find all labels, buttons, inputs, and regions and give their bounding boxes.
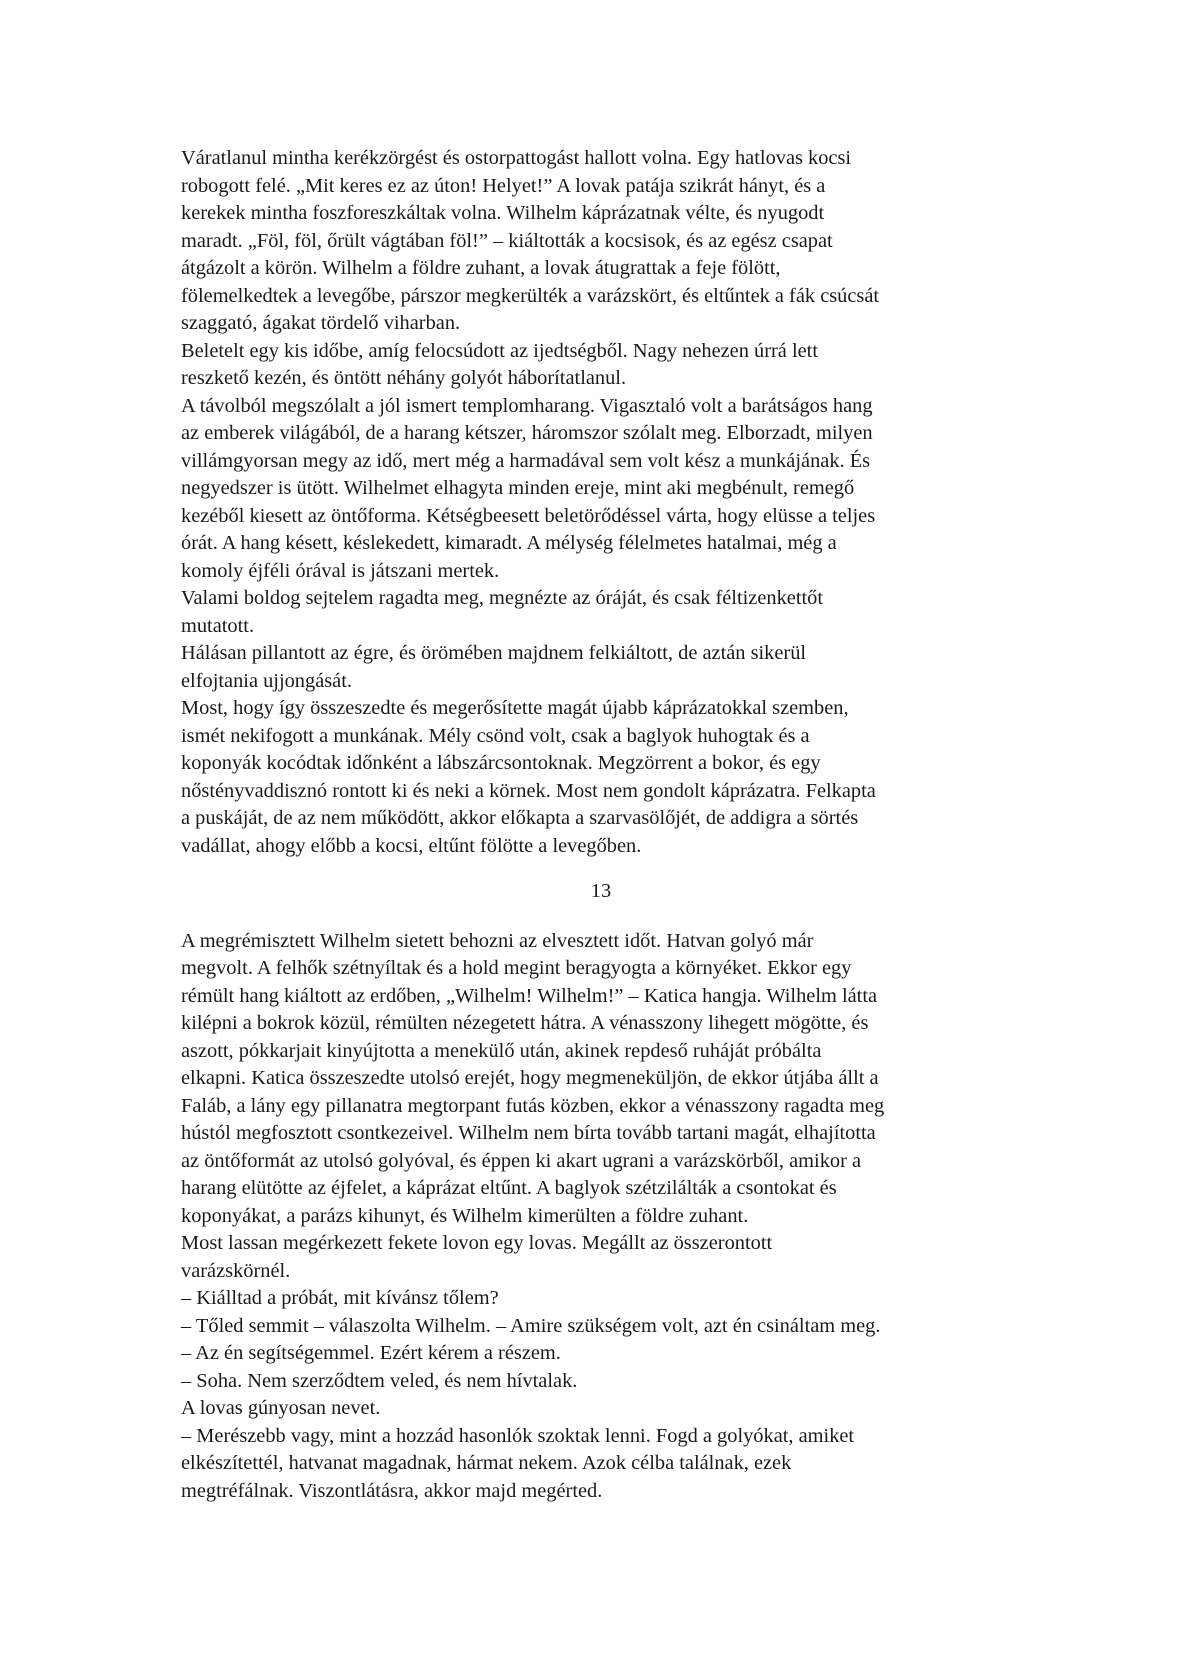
- paragraph: Váratlanul mintha kerékzörgést és ostorpattogást hallott volna. Egy hatlovas kocsi robogott felé. „Mit keres ez az úton! Helyet!” A lovak patája szikrát hányt, és a kerekek mintha foszforeszkáltak volna. Wilhelm káprázatnak vélte, és nyugodt maradt. „Föl, föl, őrült vágtában föl!” – kiáltották a kocsisok, és az egész csapat átgázolt a körön. Wilhelm a földre zuhant, a lovak átugrattak a feje fölött, fölemelkedtek a levegőbe, párszor megkerülték a varázskört, és eltűntek a fák csúcsát szaggató, ágakat tördelő viharban.: [181, 147, 880, 334]
- document-page: [181, 145, 1021, 1505]
- paragraph: Hálásan pillantott az égre, és örömében majdnem felkiáltott, de aztán sikerül elfojtania ujjongását.: [181, 642, 807, 692]
- paragraph: Most lassan megérkezett fekete lovon egy lovas. Megállt az összerontott varázskörnél.: [181, 1232, 773, 1282]
- paragraph: Beletelt egy kis időbe, amíg felocsúdott az ijedtségből. Nagy nehezen úrrá lett reszkető kezén, és öntött néhány golyót háborítatlanul.: [181, 339, 818, 389]
- paragraph: Valami boldog sejtelem ragadta meg, megnézte az óráját, és csak féltizenkettőt mutatott.: [181, 587, 824, 637]
- dialogue-line: – Merészebb vagy, mint a hozzád hasonlók szoktak lenni. Fogd a golyókat, amiket elkészítettél, hatvanat magadnak, hármat nekem. Azok célba találnak, ezek megtréfálnak. Viszontlátásra, akkor majd megérted.: [181, 1424, 855, 1502]
- dialogue-line: – Kiálltad a próbát, mit kívánsz tőlem?: [181, 1287, 499, 1309]
- dialogue-line: – Tőled semmit – válaszolta Wilhelm. – Amire szükségem volt, azt én csináltam meg.: [181, 1314, 881, 1337]
- chapter-number: 13: [590, 880, 612, 902]
- dialogue-line: – Az én segítségemmel. Ezért kérem a részem.: [181, 1342, 561, 1364]
- paragraph: A lovas gúnyosan nevet.: [181, 1397, 381, 1419]
- dialogue-line: – Soha. Nem szerződtem veled, és nem hívtalak.: [181, 1369, 578, 1392]
- paragraph: Most, hogy így összeszedte és megerősítette magát újabb káprázatokkal szemben, ismét nekifogott a munkának. Mély csönd volt, csak a baglyok huhogtak és a koponyák kocódtak időnként a lábszárcsontoknak. Megzörrent a bokor, és egy nőstényvaddisznó rontott ki és neki a körnek. Most nem gondolt káprázatra. Felkapta a puskáját, de az nem működött, akkor előkapta a szarvasölőjét, de addigra a sörtés vadállat, ahogy előbb a kocsi, eltűnt fölötte a levegőben.: [181, 697, 876, 857]
- paragraph: A megrémisztett Wilhelm sietett behozni az elvesztett időt. Hatvan golyó már megvolt. A felhők szétnyíltak és a hold megint beragyogta a környéket. Ekkor egy rémült hang kiáltott az erdőben, „Wilhelm! Wilhelm!” – Katica hangja. Wilhelm látta kilépni a bokrok közül, rémülten nézegetett hátra. A vénasszony lihegett mögötte, és aszott, pókkarjait kinyújtotta a menekülő után, akinek repdeső ruháját próbálta elkapni. Katica összeszedte utolsó erejét, hogy megmeneküljön, de ekkor útjába állt a Faláb, a lány egy pillanatra megtorpant futás közben, ekkor a vénasszony ragadta meg hústól megfosztott csontkezeivel. Wilhelm nem bírta tovább tartani magát, elhajította az öntőformát az utolsó golyóval, és éppen ki akart ugrani a varázskörből, amikor a harang elütötte az éjfelet, a káprázat eltűnt. A baglyok szétzilálták a csontokat és koponyákat, a parázs kihunyt, és Wilhelm kimerülten a földre zuhant.: [181, 929, 885, 1227]
- paragraph: A távolból megszólalt a jól ismert templomharang. Vigasztaló volt a barátságos hang az emberek világából, de a harang kétszer, háromszor szólalt meg. Elborzadt, milyen villámgyorsan megy az idő, mert még a harmadával sem volt kész a munkájának. És negyedszer is ütött. Wilhelmet elhagyta minden ereje, mint aki megbénult, remegő kezéből kiesett az öntőforma. Kétségbeesett beletörődéssel várta, hogy elüsse a teljes órát. A hang késett, késlekedett, kimaradt. A mélység félelmetes hatalmai, még a komoly éjféli órával is játszani mertek.: [181, 394, 876, 582]
